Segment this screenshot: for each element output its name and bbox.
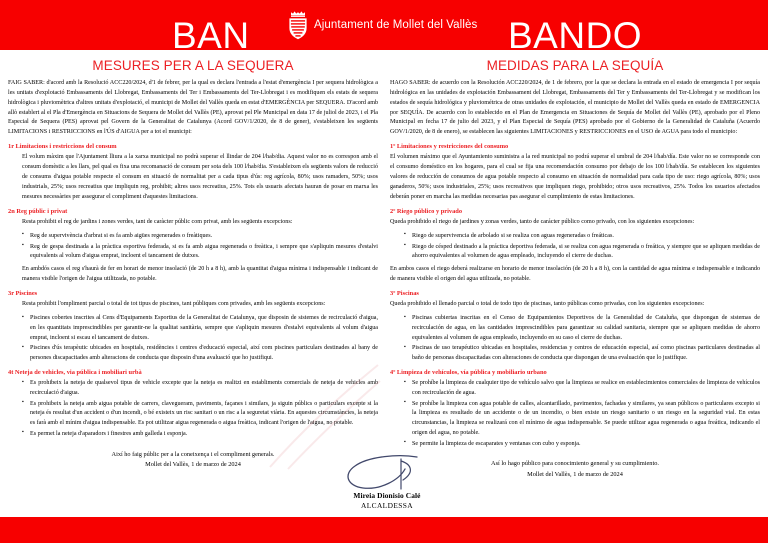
catalan-section-1-body: El volum màxim que l'Ajuntament lliura a la xarxa municipal no podrà superar el llindar de 204 l/hab/dia. Aquest valor no es correspon amb el consum domèstic a les llars, pel qual es fixa una recomanació de consum per sota dels 100 l/hab/dia. S'estableixen els següents valors de reducció de consums d'aigua potable respecte el consum en situació de normalitat per a cada tipus d'ús: reg agrícola, 80%; usos ramaders, 50%; usos industrials, 25%; usos recreatius que impliquin reg, prohibit; altres usos recreatius, 25%. Tots els usuaris afectats hauran de posar en marxa les mesures necessàries per assegurar el compliment d'aquestes limitacions. xyxy=(22,154,378,200)
catalan-title: MESURES PER A LA SEQUERA xyxy=(92,58,294,73)
spanish-section-2-list xyxy=(390,232,760,262)
list-item: ▪ Piscines d'ús terapèutic ubicades en hospitals, residències i centres d'educació especial, així com piscines particulars destinades al bany de persones discapacitades amb alteracions de conducta que disposin d'una avaluació que ho justifiqui. xyxy=(30,344,378,364)
catalan-section-3-body: Resta prohibit l'ompliment parcial o total de tot tipus de piscines, tant públiques com privades, amb les següents excepcions: xyxy=(22,301,326,308)
catalan-closing xyxy=(8,450,378,471)
signatory-role: ALCALDESSA xyxy=(360,500,414,510)
catalan-section-3-heading: 3r Piscines xyxy=(8,289,38,297)
spanish-section-4-heading: 4º Limpieza de vehículos, vía pública y mobiliario urbano xyxy=(390,368,547,376)
catalan-section-2-list xyxy=(8,232,378,262)
spanish-title: MEDIDAS PARA LA SEQUÍA xyxy=(486,58,664,73)
catalan-intro: FAIG SABER: d'acord amb la Resolució ACC220/2024, d'1 de febrer, per la qual es declara l'entrada a l'estat d'emergència I per sequera hidrològica a les unitats d'explotació Embassaments del Llobregat, Embassaments del Ter i Embassaments del Ter-Llobregat i es modifiquen els estats de sequera hidrològica i pluviomètrica d'altres unitats d'explotació, el municipi de Mollet del Vallès queda en estat d'EMERGÈNCIA per SEQUERA. D'acord amb allò establert al el Pla d'Emergència en Situacions de Sequera de Mollet del Vallès (PE), aprovat pel Ple Municipal en data 17 de juliol de 2023, i el Pla Especial de Sequera (PES) aprovat pel Govern de la Generalitat de Catalunya (Acord GOV/1/2020, de 8 de gener), s'estableixen les següents LIMITACIONS i RESTRICCIONS en l'ÚS d'AIGUA per a tot el municipi: xyxy=(8,80,378,136)
spanish-section-2-heading: 2º Riego público y privado xyxy=(390,207,463,215)
catalan-closing-statement: Així ho faig públic per a la coneixença i el compliment generals. xyxy=(111,450,275,458)
catalan-column xyxy=(0,56,384,517)
list-item: ▪ Se permite la limpieza de escaparates y ventanas con cubo y esponja. xyxy=(412,440,760,450)
list-item: ▪ Riego de césped destinado a la práctica deportiva federada, si se realiza con agua regenerada o freática, y siempre que se apliquen medidas de ahorro equivalentes al volumen de agua empleado, incluyendo el cierre de duchas. xyxy=(412,243,760,263)
catalan-section-3-list xyxy=(8,314,378,364)
list-item: ▪ Reg de supervivència d'arbrat si es fa amb aigües regenerades o freàtiques. xyxy=(30,232,378,242)
municipality-name: Ajuntament de Mollet del Vallès xyxy=(314,19,478,31)
list-item: ▪ Reg de gespa destinada a la pràctica esportiva federada, si es fa amb aigua regenerada o freàtica, i sempre que s'apliquin mesures d'estalvi equivalents al volum d'aigua emprat, incloent el tancament de dutxes. xyxy=(30,243,378,263)
spanish-section-3-body: Queda prohibido el llenado parcial o total de todo tipo de piscinas, tanto públicas como privadas, con los siguientes excepciones: xyxy=(390,301,705,308)
spanish-section-1-heading: 1º Limitaciones y restricciones del consumo xyxy=(390,143,509,151)
mollet-coat-of-arms-icon xyxy=(287,10,309,40)
list-item: ▪ Es permet la neteja d'aparadors i finestres amb galleda i esponja. xyxy=(30,430,378,440)
spanish-section-2-body: Queda prohibido el riego de jardines y zonas verdes, tanto de carácter público como privado, con los siguientes excepciones: xyxy=(390,219,695,226)
document-columns xyxy=(0,50,768,517)
list-item: ▪ Se prohíbe la limpieza de cualquier tipo de vehículo salvo que la limpieza se realice en establecimientos comerciales de limpieza de vehículos con recirculación de agua. xyxy=(412,379,760,399)
banner-title-spanish: BANDO xyxy=(508,15,643,56)
signatory-name: Mireia Dionisio Calé xyxy=(353,491,421,501)
spanish-section-2-after: En ambos casos el riego deberá realizarse en horario de menor insolación (de 20 h a 8 h), con la cantidad de agua mínima e indispensable e indicando de manera visible el origen del agua utilizada, no potable. xyxy=(390,266,760,283)
footer-banner xyxy=(0,517,768,543)
spanish-column xyxy=(384,56,768,517)
catalan-section-4-heading: 4t Neteja de vehicles, via pública i mobiliari urbà xyxy=(8,368,142,376)
spanish-section-3-list xyxy=(390,314,760,364)
list-item: ▪ Piscinas cubiertas inscritas en el Censo de Equipamientos Deportivos de la Generalidad de Cataluña, que dispongan de sistemas de recirculación de agua, en las cantidades imprescindibles para garantizar su calidad sanitaria, siempre que se apliquen medidas de ahorro equivalentes al volumen de agua empleado, incluyendo en su caso el cierre de duchas. xyxy=(412,314,760,343)
spanish-section-3-heading: 3º Piscinas xyxy=(390,289,419,297)
list-item: ▪ Es prohibeix la neteja amb aigua potable de carrers, clavegueram, paviments, façanes i similars, ja siguin públics o particulars excepte si la neteja és resultat d'un accident o d'un incendi, o bé existeix un risc sanitari o un risc a la seguretat viària. En aquestes circumstàncies, la neteja es farà amb el mínim d'aigua indispensable. Es pot utilitzar aigua regenerada o aigua freàtica, indicant l'origen de l'aigua, no potable. xyxy=(30,400,378,429)
banner-title-catalan: BAN xyxy=(172,15,250,56)
list-item: ▪ Piscinas de uso terapéutico ubicadas en hospitales, residencias y centros de educación especial, así como piscinas particulares destinadas al baño de personas discapacitadas con alteraciones de conducta que dispongan de una evaluación que lo justifique. xyxy=(412,344,760,364)
spanish-section-1-body: El volumen máximo que el Ayuntamiento suministra a la red municipal no podrá superar el umbral de 204 l/hab/día. Este valor no se corresponde con el consumo doméstico en los hogares, para el cual se fija una recomendación consumo por debajo de los 100 l/hab/día. Se establecen los siguientes valores de reducción de consumos de agua potable respecto al consumo en situación de normalidad para cada tipo de uso: riego agrícola, 80%; usos ganaderos, 50%; usos industriales, 25%; usos recreativos que impliquen riego, prohibido; otros usos recreativos, 25%. Todos los usuarios afectados deberán poner en marcha las medidas necesarias pas asegurar el cumplimiento de estas limitaciones. xyxy=(390,154,760,200)
spanish-closing-place-date: Mollet del Vallès, 1 de marzo de 2024 xyxy=(527,471,623,479)
catalan-closing-place-date: Mollet del Vallès, 1 de marzo de 2024 xyxy=(145,461,241,469)
spanish-intro: HAGO SABER: de acuerdo con la Resolución ACC220/2024, de 1 de febrero, por la que se declara la entrada en el estado de emergencia I por sequía hidrológica en las unidades de explotación Embassament del Llobregat, Embassaments del Ter y Embassaments del Ter-Llobregat y se modifican los estados de sequía hidrológica y pluviométrica de otras unidades de explotación, el municipio de Mollet del Vallès queda en estado de EMERGENCIA por SEQUÍA. De acuerdo con lo establecido en el Plan de Emergencia en Situaciones de Sequía de Mollet del Vallès (PE), aprobado por el Pleno Municipal en fecha 17 de julio del 2023, y el Plan Especial de Sequía (PES) aprobado por el Gobierno de la Generalidad de Cataluña (Acuerdo GOV/1/2020, de 8 de enero), se establecen las siguientes LIMITACIONES y RESTRICCIONES en el USO de AGUA para todo el municipio: xyxy=(390,80,760,136)
list-item: ▪ Se prohíbe la limpieza con agua potable de calles, alcantarillado, pavimentos, fachadas y similares, ya sean públicos o particulares excepto si la limpieza es resultado de un accidente o de un incendio, o bien existe un riesgo sanitario o un riesgo en la seguridad vial. En estas circunstancias, la limpieza se realizará con el mínimo de agua indispensable. Se puede utilizar agua regenerada o agua freática, indicando el origen del agua, no potable. xyxy=(412,400,760,439)
list-item: ▪ Piscines cobertes inscrites al Cens d'Equipaments Esportius de la Generalitat de Catalunya, que disposin de sistemes de recirculació d'aigua, en les quantitats imprescindibles per garantir-ne la qualitat sanitària, sempre que s'apliquin mesures d'estalvi equivalents al volum d'aigua emprat, incloent si escau el tancament de dutxes. xyxy=(30,314,378,343)
catalan-section-2-heading: 2n Reg públic i privat xyxy=(8,207,68,215)
municipal-brand xyxy=(287,10,477,40)
spanish-closing xyxy=(390,459,760,480)
catalan-section-4-list xyxy=(8,379,378,440)
header-banner xyxy=(0,0,768,56)
list-item: ▪ Riego de supervivencia de arbolado si se realiza con aguas regeneradas o freáticas. xyxy=(412,232,760,242)
catalan-section-2-after: En ambdós casos el reg s'haurà de fer en horari de menor insolació (de 20 h a 8 h), amb la quantitat d'aigua mínima i indispensable i indicant de manera visible l'origen de l'aigua utilitzada, no potable. xyxy=(22,266,378,283)
catalan-section-1-heading: 1r Limitacions i restriccions del consum xyxy=(8,143,117,151)
spanish-section-4-list xyxy=(390,379,760,449)
catalan-section-2-body: Resta prohibit el reg de jardins i zones verdes, tant de caràcter públic com privat, amb les següents excepcions: xyxy=(22,219,293,226)
spanish-closing-statement: Así lo hago público para conocimiento general y su cumplimiento. xyxy=(491,460,659,468)
list-item: ▪ Es prohibeix la neteja de qualsevol tipus de vehicle excepte que la neteja es realitzi en establiments comercials de neteja de vehicles amb recirculació d'aigua. xyxy=(30,379,378,399)
